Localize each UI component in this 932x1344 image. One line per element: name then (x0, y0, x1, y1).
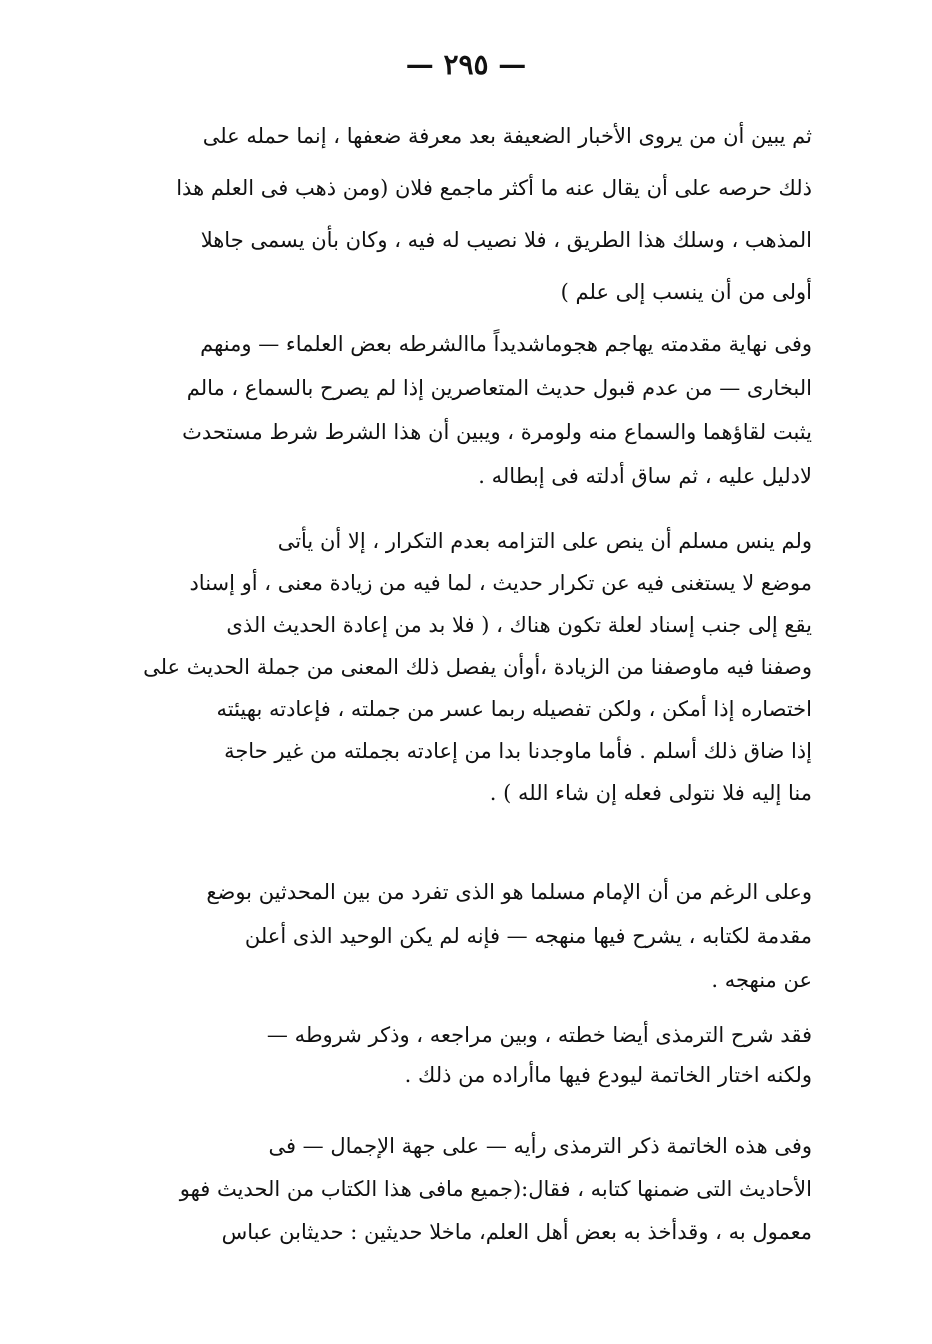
text-line: يقع إلى جنب إسناد لعلة تكون هناك ، ( فلا بد من إعادة الحديث الذى (226, 613, 812, 637)
text-line: وصفنا فيه ماوصفنا من الزيادة ،أوأن يفصل ذلك المعنى من جملة الحديث على (143, 655, 812, 679)
text-line: يثبت لقاؤهما والسماع منه ولومرة ، ويبين أن هذا الشرط شرط مستحدث (182, 420, 812, 444)
text-line: الأحاديث التى ضمنها كتابه ، فقال:(جميع مافى هذا الكتاب من الحديث فهو (179, 1177, 812, 1201)
text-line: وعلى الرغم من أن الإمام مسلما هو الذى تفرد من بين المحدثين بوضع (206, 880, 812, 904)
text-line: معمول به ، وقدأخذ به بعض أهل العلم، ماخلا حديثين : حديثابن عباس (221, 1220, 812, 1244)
text-line: لادليل عليه ، ثم ساق أدلته فى إبطاله . (478, 464, 812, 488)
text-line: منا إليه فلا نتولى فعله إن شاء الله ) . (489, 781, 812, 805)
text-line: عن منهجه . (711, 968, 812, 992)
text-line: موضع لا يستغنى فيه عن تكرار حديث ، لما فيه من زيادة معنى ، أو إسناد (189, 571, 812, 595)
text-line: ثم يبين أن من يروى الأخبار الضعيفة بعد معرفة ضعفها ، إنما حمله على (202, 124, 812, 148)
paragraph-5 (132, 1015, 812, 1095)
text-line: ولم ينس مسلم أن ينص على التزامه بعدم التكرار ، إلا أن يأتى (277, 529, 812, 553)
text-line: ذلك حرصه على أن يقال عنه ما أكثر ماجمع فلان (ومن ذهب فى العلم هذا (176, 176, 812, 200)
text-line: مقدمة لكتابه ، يشرح فيها منهجه — فإنه لم يكن الوحيد الذى أعلن (244, 924, 812, 948)
page-number: — ٢٩٥ — (405, 48, 527, 81)
text-line: ولكنه اختار الخاتمة ليودع فيها ماأراده من ذلك . (404, 1063, 812, 1087)
text-line: فقد شرح الترمذى أيضا خطته ، وبين مراجعه ، وذكر شروطه — (266, 1023, 812, 1047)
paragraph-1 (132, 110, 812, 318)
text-line: البخارى — من عدم قبول حديث المتعاصرين إذا لم يصرح بالسماع ، مالم (186, 376, 812, 400)
text-line: أولى من أن ينسب إلى علم ) (560, 280, 812, 304)
text-line: اختصاره إذا أمكن ، ولكن تفصيله ربما عسر من جملته ، فإعادته بهيئته (216, 697, 812, 721)
paragraph-3 (132, 520, 812, 814)
text-line: وفى هذه الخاتمة ذكر الترمذى رأيه — على جهة الإجمال — فى (268, 1134, 812, 1158)
text-line: المذهب ، وسلك هذا الطريق ، فلا نصيب له فيه ، وكان بأن يسمى جاهلا (200, 228, 812, 252)
text-line: وفى نهاية مقدمته يهاجم هجوماشديداً ماالشرطه بعض العلماء — ومنهم (200, 332, 812, 356)
paragraph-2 (132, 322, 812, 498)
paragraph-6 (132, 1125, 812, 1254)
text-line: إذا ضاق ذلك أسلم . فأما ماوجدنا بدا من إعادته بجملته من غير حاجة (224, 739, 812, 763)
paragraph-4 (132, 870, 812, 1002)
